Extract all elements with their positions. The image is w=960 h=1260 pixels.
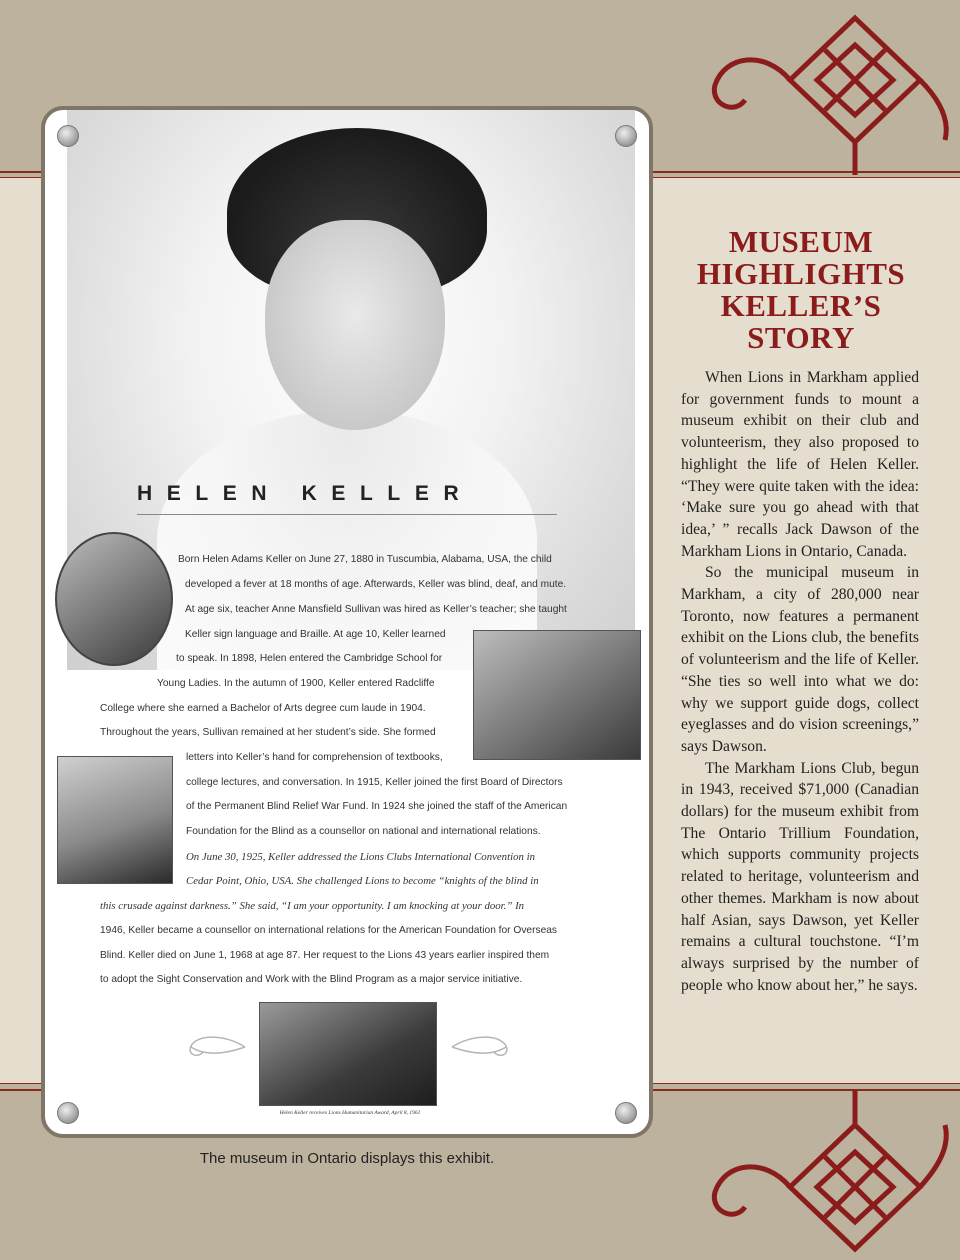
bio-line: Keller sign language and Braille. At age 10, Keller learned bbox=[185, 629, 446, 640]
award-photo bbox=[259, 1002, 437, 1106]
bio-line: On June 30, 1925, Keller addressed the Lions Clubs International Convention in bbox=[186, 851, 535, 863]
crowd-photo bbox=[473, 630, 641, 760]
article-headline bbox=[676, 226, 926, 354]
article-paragraph: When Lions in Markham applied for government funds to mount a museum exhibit on their club and volunteerism, they also proposed to highlight the life of Helen Keller. “They were quite taken with the idea: ‘Make sure you go ahead with that idea,’ ” recalls Jack Dawson of the Markham Lions in Ontario, Canada. bbox=[681, 369, 919, 560]
name-divider bbox=[137, 514, 557, 515]
bio-line: letters into Keller’s hand for comprehension of textbooks, bbox=[186, 752, 443, 763]
exhibit-caption: The museum in Ontario displays this exhibit. bbox=[199, 1150, 495, 1167]
bio-line: this crusade against darkness.” She said, “I am your opportunity. I am knocking at your door.” In bbox=[100, 900, 525, 912]
exhibit-name-title: HELEN KELLER bbox=[137, 482, 474, 505]
bio-line: Young Ladies. In the autumn of 1900, Keller entered Radcliffe bbox=[157, 678, 435, 689]
young-keller-photo bbox=[55, 532, 173, 666]
bio-line: 1946, Keller became a counsellor on international relations for the American Foundation for Overseas bbox=[100, 925, 557, 936]
bio-line: Born Helen Adams Keller on June 27, 1880 in Tuscumbia, Alabama, USA, the child bbox=[178, 554, 552, 565]
headline-line: STORY bbox=[747, 320, 855, 355]
bio-line: college lectures, and conversation. In 1915, Keller joined the first Board of Directors bbox=[186, 777, 563, 788]
bio-line: Foundation for the Blind as a counsellor on national and international relations. bbox=[186, 826, 541, 837]
portrait-face bbox=[265, 220, 445, 430]
article-paragraph: The Markham Lions Club, begun in 1943, received $71,000 (Canadian dollars) for the museum exhibit from The Ontario Trillium Foundation, which supports community projects related to heritage, volunteerism and other themes. Markham is now about half Asian, says Dawson, yet Keller remains a cultural touchstone. “I’m always surprised by the number of people who know about her,” he says. bbox=[681, 759, 919, 994]
bio-line: to adopt the Sight Conservation and Work with the Blind Program as a major service initiative. bbox=[100, 974, 523, 985]
celtic-knot-top-icon bbox=[705, 10, 955, 180]
headline-line: KELLER’S bbox=[720, 288, 882, 323]
screw-icon bbox=[57, 1102, 79, 1124]
bio-line: At age six, teacher Anne Mansfield Sullivan was hired as Keller’s teacher; she taught bbox=[185, 604, 567, 615]
bio-line: developed a fever at 18 months of age. Afterwards, Keller was blind, deaf, and mute. bbox=[185, 579, 567, 590]
headline-line: MUSEUM bbox=[728, 224, 874, 259]
exhibit-panel bbox=[41, 106, 653, 1138]
elder-keller-photo bbox=[57, 756, 173, 884]
screw-icon bbox=[615, 1102, 637, 1124]
article-body bbox=[681, 367, 919, 996]
award-photo-caption: Helen Keller receives Lions Humanitarian Award, April 8, 1961 bbox=[279, 1110, 421, 1116]
celtic-knot-bottom-icon bbox=[705, 1085, 955, 1260]
bio-line: of the Permanent Blind Relief War Fund. In 1924 she joined the staff of the American bbox=[186, 801, 568, 812]
bio-line: Cedar Point, Ohio, USA. She challenged Lions to become “knights of the blind in bbox=[186, 875, 539, 887]
bio-line: to speak. In 1898, Helen entered the Cambridge School for bbox=[176, 653, 443, 664]
article-paragraph: So the municipal museum in Markham, a city of 280,000 near Toronto, now features a permanent exhibit on the Lions club, the benefits of volunteerism and the life of Keller. “She ties so well into what we do: why we support guide dogs, collect eyeglasses and do vision screenings,” says Dawson. bbox=[681, 564, 919, 755]
bio-line: College where she earned a Bachelor of Arts degree cum laude in 1904. bbox=[100, 703, 426, 714]
screw-icon bbox=[57, 125, 79, 147]
headline-line: HIGHLIGHTS bbox=[696, 256, 906, 291]
swirl-right-icon bbox=[450, 1032, 512, 1062]
bio-line: Blind. Keller died on June 1, 1968 at age 87. Her request to the Lions 43 years earlier inspired them bbox=[100, 950, 550, 961]
bio-line: Throughout the years, Sullivan remained at her student’s side. She formed bbox=[100, 727, 436, 738]
screw-icon bbox=[615, 125, 637, 147]
swirl-left-icon bbox=[185, 1032, 247, 1062]
